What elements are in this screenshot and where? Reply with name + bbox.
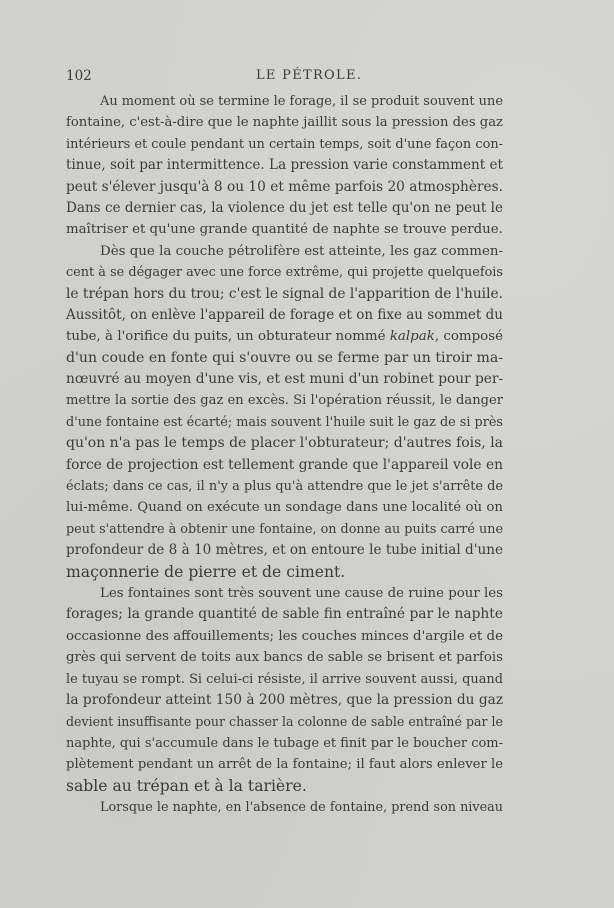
paragraph-2 — [66, 241, 503, 583]
text-line: Les fontaines sont très souvent une cause de ruine pour les — [100, 585, 503, 601]
text-line: maçonnerie de pierre et de ciment. — [66, 562, 346, 581]
text-line: plètement pendant un arrêt de la fontaine; il faut alors enlever le — [66, 757, 503, 773]
text-line: force de projection est tellement grande que l'appareil vole en — [66, 456, 503, 473]
text-line: occasionne des affouillements; les couches minces d'argile et de — [66, 628, 503, 644]
text-segment: tube, à l'orifice du puits, un obturateur nommé — [66, 329, 390, 345]
text-line: peut s'attendre à obtenir une fontaine, on donne au puits carré une — [66, 521, 503, 537]
text-line: Dès que la couche pétrolifère est atteinte, les gaz commen- — [100, 243, 503, 259]
text-line: la profondeur atteint 150 à 200 mètres, que la pression du gaz — [66, 691, 504, 708]
text-line: devient insuffisante pour chasser la colonne de sable entraîné par le — [66, 714, 503, 730]
running-title: LE PÉTROLE. — [256, 68, 363, 83]
italic-term: kalpak — [389, 329, 435, 345]
text-line: Aussitôt, on enlève l'appareil de forage et on fixe au sommet du — [66, 306, 503, 323]
text-line: profondeur de 8 à 10 mètres, et on entoure le tube initial d'une — [66, 542, 503, 559]
text-line: d'un coude en fonte qui s'ouvre ou se ferme par un tiroir ma- — [66, 349, 503, 366]
paragraph-4 — [66, 797, 503, 818]
text-line: mettre la sortie des gaz en excès. Si l'opération réussit, le danger — [66, 393, 503, 409]
text-line: peut s'élever jusqu'à 8 ou 10 et même parfois 20 atmosphères. — [66, 178, 503, 195]
body-text — [66, 91, 503, 818]
text-line-with-italic — [66, 326, 503, 347]
text-line: intérieurs et coule pendant un certain temps, soit d'une façon con- — [66, 136, 503, 152]
text-line: fontaine, c'est-à-dire que le naphte jaillit sous la pression des gaz — [66, 115, 503, 131]
text-line: Au moment où se termine le forage, il se produit souvent une — [100, 94, 503, 109]
text-line: forages; la grande quantité de sable fin entraîné par le naphte — [66, 606, 503, 623]
text-line: le tuyau se rompt. Si celui-ci résiste, il arrive souvent aussi, quand — [66, 671, 503, 687]
running-head — [66, 68, 504, 88]
paragraph-1 — [66, 91, 503, 241]
text-line: cent à se dégager avec une force extrême, qui projette quelquefois — [66, 265, 503, 281]
text-line: Dans ce dernier cas, la violence du jet est telle qu'on ne peut le — [66, 199, 503, 216]
text-line: lui-même. Quand on exécute un sondage dans une localité où on — [66, 500, 503, 516]
text-line: nœuvré au moyen d'une vis, et est muni d'un robinet pour per- — [66, 371, 504, 388]
text-line: tinue, soit par intermittence. La pression varie constamment et — [66, 157, 504, 174]
text-segment: , composé — [434, 329, 504, 345]
page-number: 102 — [66, 68, 92, 84]
text-line: le trépan hors du trou; c'est le signal de l'apparition de l'huile. — [66, 285, 503, 302]
text-line: qu'on n'a pas le temps de placer l'obturateur; d'autres fois, la — [66, 435, 503, 452]
text-line: grès qui servent de toits aux bancs de sable se brisent et parfois — [66, 650, 503, 666]
text-line: naphte, qui s'accumule dans le tubage et finit par le boucher com- — [66, 735, 503, 751]
paragraph-3 — [66, 583, 503, 797]
text-line: sable au trépan et à la tarière. — [66, 776, 307, 795]
text-line: maîtriser et qu'une grande quantité de naphte se trouve perdue. — [66, 222, 503, 238]
text-line: éclats; dans ce cas, il n'y a plus qu'à attendre que le jet s'arrête de — [66, 479, 503, 495]
text-line: d'une fontaine est écarté; mais souvent l'huile suit le gaz de si près — [66, 414, 503, 430]
text-line: Lorsque le naphte, en l'absence de fontaine, prend son niveau — [100, 799, 503, 815]
